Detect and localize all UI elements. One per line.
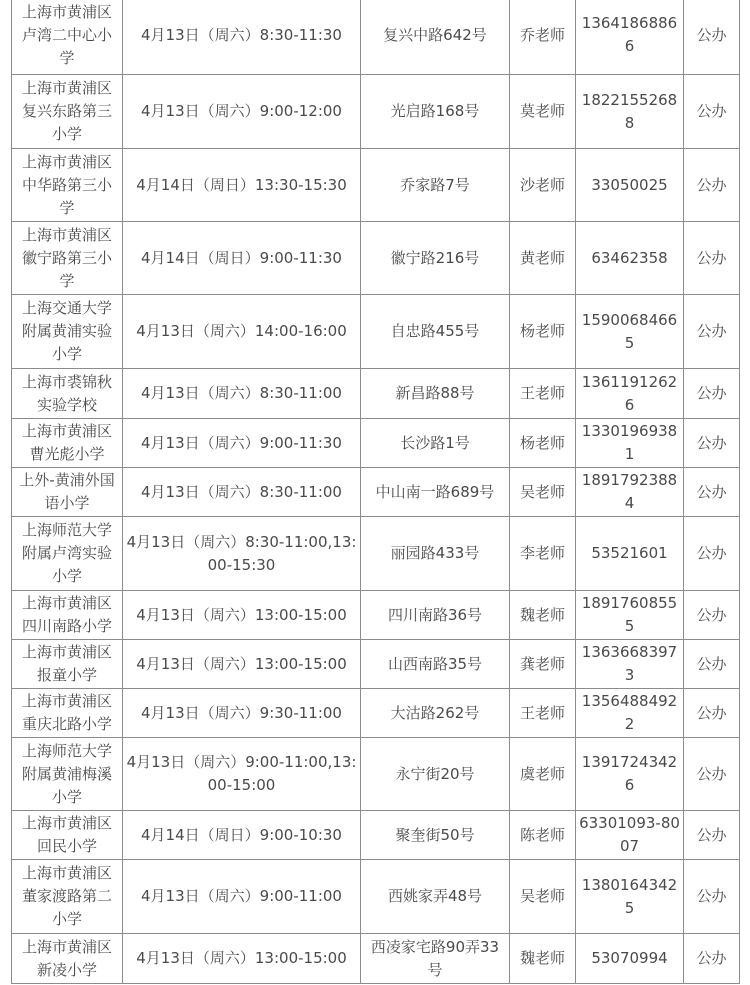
phone-cell: 53521601 <box>576 517 684 591</box>
phone-cell: 13917243426 <box>576 738 684 811</box>
contact-cell: 杨老师 <box>510 419 576 468</box>
address-cell: 丽园路433号 <box>361 517 510 591</box>
contact-cell: 李老师 <box>510 517 576 591</box>
table-row <box>12 640 740 689</box>
phone-cell: 15900684665 <box>576 295 684 369</box>
address-cell: 永宁街20号 <box>361 738 510 811</box>
type-cell: 公办 <box>684 591 740 640</box>
time-cell: 4月13日（周六）9:00-11:00,13:00-15:00 <box>123 738 361 811</box>
contact-cell: 杨老师 <box>510 295 576 369</box>
type-cell: 公办 <box>684 75 740 149</box>
type-cell: 公办 <box>684 517 740 591</box>
table-row <box>12 591 740 640</box>
contact-cell: 陈老师 <box>510 811 576 860</box>
time-cell: 4月13日（周六）8:30-11:00 <box>123 369 361 419</box>
phone-cell: 13801643425 <box>576 860 684 934</box>
contact-cell: 莫老师 <box>510 75 576 149</box>
time-cell: 4月14日（周日）9:00-10:30 <box>123 811 361 860</box>
school-cell: 上海市黄浦区回民小学 <box>12 811 123 860</box>
phone-cell: 53070994 <box>576 934 684 984</box>
contact-cell: 王老师 <box>510 689 576 738</box>
school-cell: 上海市黄浦区复兴东路第三小学 <box>12 75 123 149</box>
phone-cell: 18917923884 <box>576 468 684 517</box>
time-cell: 4月13日（周六）8:30-11:00,13:00-15:30 <box>123 517 361 591</box>
table-row <box>12 369 740 419</box>
address-cell: 徽宁路216号 <box>361 222 510 295</box>
phone-cell: 13611912626 <box>576 369 684 419</box>
type-cell: 公办 <box>684 0 740 75</box>
table-row <box>12 75 740 149</box>
type-cell: 公办 <box>684 860 740 934</box>
contact-cell: 黄老师 <box>510 222 576 295</box>
table-row <box>12 295 740 369</box>
school-cell: 上海市黄浦区报童小学 <box>12 640 123 689</box>
phone-cell: 13564884922 <box>576 689 684 738</box>
address-cell: 乔家路7号 <box>361 149 510 222</box>
address-cell: 西姚家弄48号 <box>361 860 510 934</box>
phone-cell: 18221552688 <box>576 75 684 149</box>
school-cell: 上海师范大学附属卢湾实验小学 <box>12 517 123 591</box>
contact-cell: 吴老师 <box>510 468 576 517</box>
time-cell: 4月13日（周六）8:30-11:00 <box>123 468 361 517</box>
type-cell: 公办 <box>684 149 740 222</box>
contact-cell: 沙老师 <box>510 149 576 222</box>
phone-cell: 13301969381 <box>576 419 684 468</box>
contact-cell: 王老师 <box>510 369 576 419</box>
school-cell: 上海市黄浦区卢湾二中心小学 <box>12 0 123 75</box>
table-row <box>12 689 740 738</box>
time-cell: 4月14日（周日）13:30-15:30 <box>123 149 361 222</box>
phone-cell: 63462358 <box>576 222 684 295</box>
address-cell: 长沙路1号 <box>361 419 510 468</box>
time-cell: 4月13日（周六）13:00-15:00 <box>123 591 361 640</box>
time-cell: 4月14日（周日）9:00-11:30 <box>123 222 361 295</box>
time-cell: 4月13日（周六）8:30-11:30 <box>123 0 361 75</box>
school-cell: 上海师范大学附属黄浦梅溪小学 <box>12 738 123 811</box>
address-cell: 西凌家宅路90弄33号 <box>361 934 510 984</box>
table-row <box>12 738 740 811</box>
contact-cell: 魏老师 <box>510 934 576 984</box>
address-cell: 中山南一路689号 <box>361 468 510 517</box>
table-row <box>12 517 740 591</box>
contact-cell: 龚老师 <box>510 640 576 689</box>
address-cell: 复兴中路642号 <box>361 0 510 75</box>
time-cell: 4月13日（周六）9:00-11:30 <box>123 419 361 468</box>
phone-cell: 33050025 <box>576 149 684 222</box>
address-cell: 光启路168号 <box>361 75 510 149</box>
school-cell: 上海市黄浦区四川南路小学 <box>12 591 123 640</box>
table-row <box>12 860 740 934</box>
phone-cell: 13641868866 <box>576 0 684 75</box>
address-cell: 自忠路455号 <box>361 295 510 369</box>
type-cell: 公办 <box>684 468 740 517</box>
table-row <box>12 468 740 517</box>
table-row <box>12 0 740 75</box>
table-row <box>12 419 740 468</box>
time-cell: 4月13日（周六）9:30-11:00 <box>123 689 361 738</box>
table-row <box>12 811 740 860</box>
table-row <box>12 149 740 222</box>
address-cell: 聚奎街50号 <box>361 811 510 860</box>
school-cell: 上海市黄浦区董家渡路第二小学 <box>12 860 123 934</box>
school-cell: 上海市黄浦区徽宁路第三小学 <box>12 222 123 295</box>
phone-cell: 63301093-8007 <box>576 811 684 860</box>
school-cell: 上海市黄浦区重庆北路小学 <box>12 689 123 738</box>
type-cell: 公办 <box>684 295 740 369</box>
type-cell: 公办 <box>684 640 740 689</box>
school-cell: 上海交通大学附属黄浦实验小学 <box>12 295 123 369</box>
table-row <box>12 934 740 984</box>
phone-cell: 18917608555 <box>576 591 684 640</box>
school-cell: 上外-黄浦外国语小学 <box>12 468 123 517</box>
contact-cell: 虞老师 <box>510 738 576 811</box>
school-cell: 上海市黄浦区中华路第三小学 <box>12 149 123 222</box>
school-cell: 上海市裘锦秋实验学校 <box>12 369 123 419</box>
time-cell: 4月13日（周六）9:00-11:00 <box>123 860 361 934</box>
time-cell: 4月13日（周六）13:00-15:00 <box>123 934 361 984</box>
time-cell: 4月13日（周六）13:00-15:00 <box>123 640 361 689</box>
type-cell: 公办 <box>684 811 740 860</box>
phone-cell: 13636683973 <box>576 640 684 689</box>
school-cell: 上海市黄浦区曹光彪小学 <box>12 419 123 468</box>
table-row <box>12 222 740 295</box>
address-cell: 新昌路88号 <box>361 369 510 419</box>
type-cell: 公办 <box>684 369 740 419</box>
school-cell: 上海市黄浦区新凌小学 <box>12 934 123 984</box>
contact-cell: 吴老师 <box>510 860 576 934</box>
contact-cell: 魏老师 <box>510 591 576 640</box>
schedule-table <box>11 0 740 984</box>
type-cell: 公办 <box>684 222 740 295</box>
address-cell: 四川南路36号 <box>361 591 510 640</box>
time-cell: 4月13日（周六）9:00-12:00 <box>123 75 361 149</box>
type-cell: 公办 <box>684 934 740 984</box>
type-cell: 公办 <box>684 689 740 738</box>
contact-cell: 乔老师 <box>510 0 576 75</box>
time-cell: 4月13日（周六）14:00-16:00 <box>123 295 361 369</box>
type-cell: 公办 <box>684 419 740 468</box>
address-cell: 大沽路262号 <box>361 689 510 738</box>
type-cell: 公办 <box>684 738 740 811</box>
address-cell: 山西南路35号 <box>361 640 510 689</box>
